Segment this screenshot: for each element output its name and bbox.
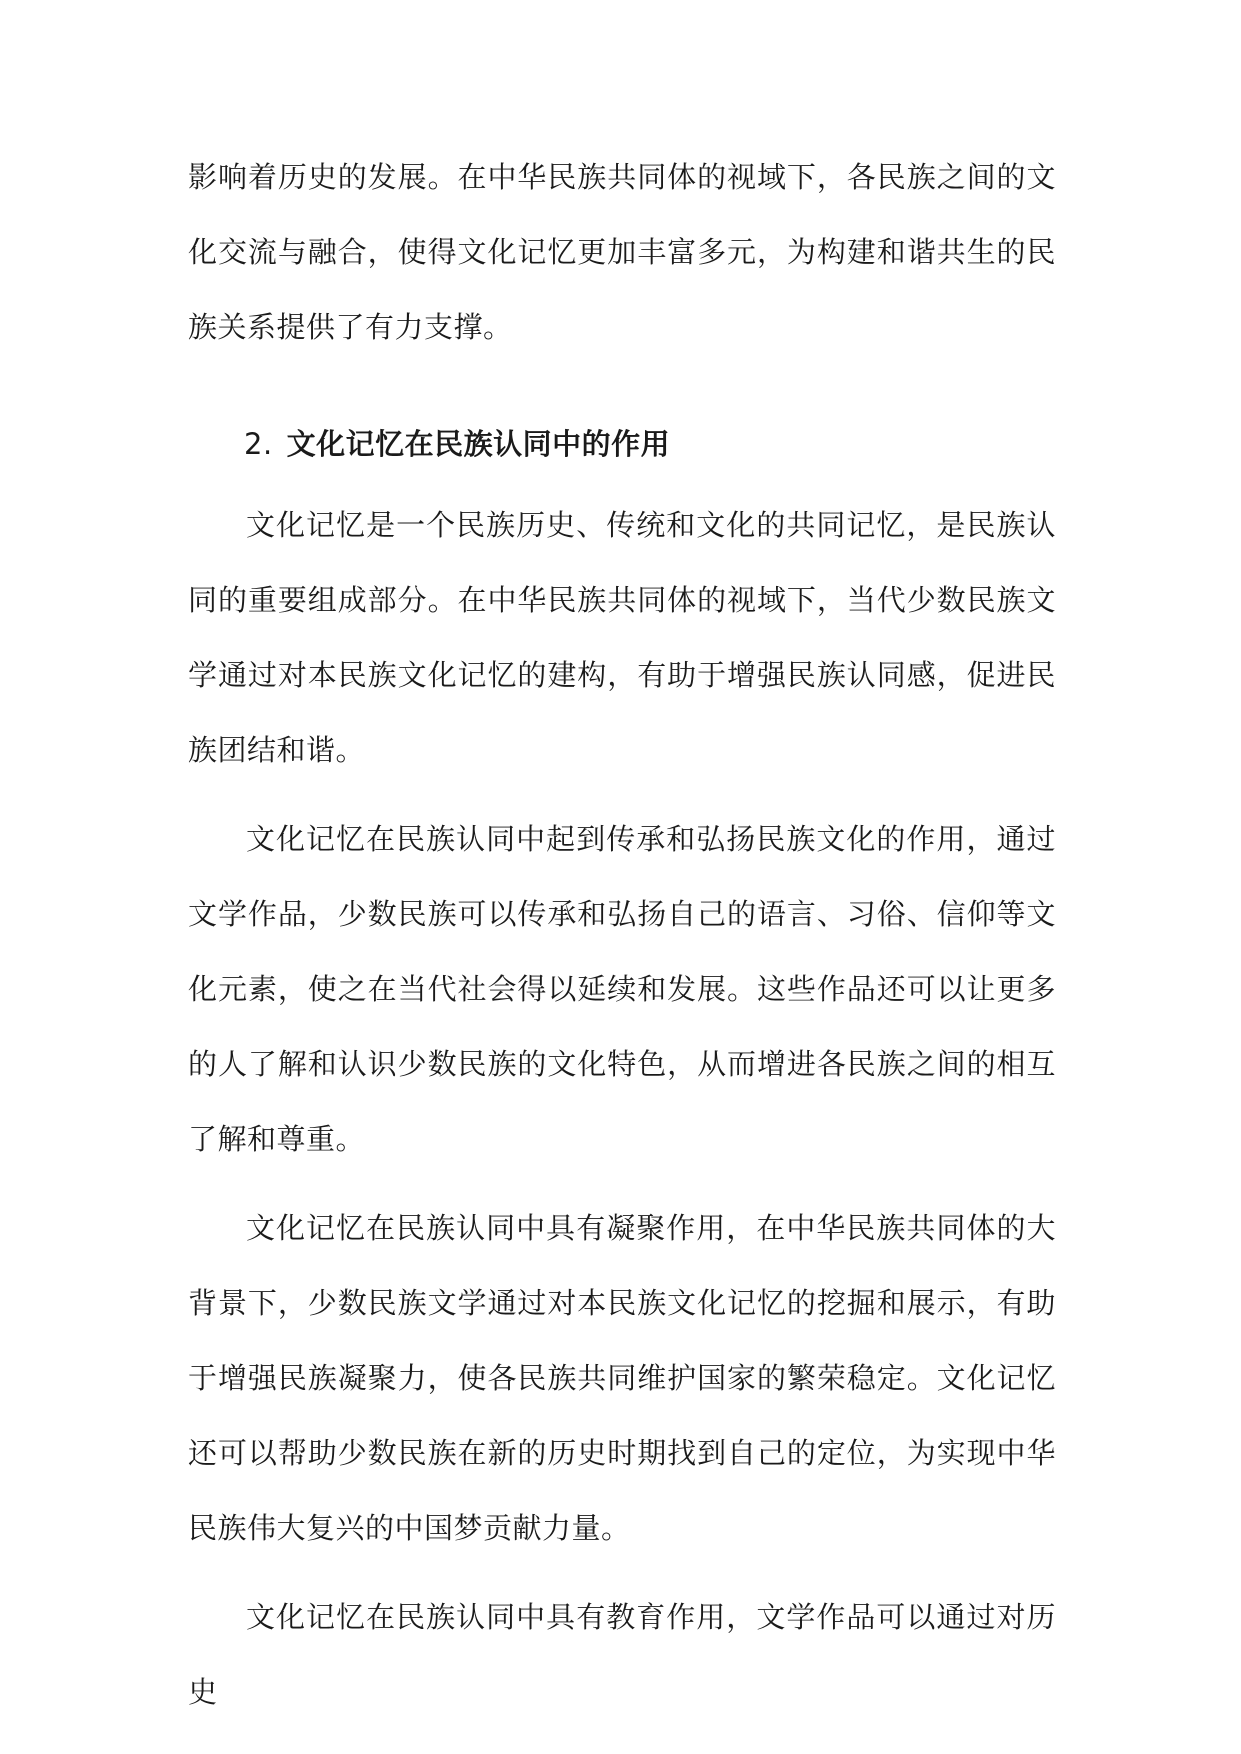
page-content: [188, 140, 1056, 1744]
section-heading: [188, 407, 1056, 482]
paragraph-4: 文化记忆在民族认同中具有教育作用，文学作品可以通过对历史: [188, 1600, 1056, 1709]
paragraph-1: 文化记忆是一个民族历史、传统和文化的共同记忆，是民族认同的重要组成部分。在中华民族共同体的视域下，当代少数民族文学通过对本民族文化记忆的建构，有助于增强民族认同感，促进民族团结和谐。: [188, 508, 1056, 767]
paragraph-3: 文化记忆在民族认同中具有凝聚作用，在中华民族共同体的大背景下，少数民族文学通过对本民族文化记忆的挖掘和展示，有助于增强民族凝聚力，使各民族共同维护国家的繁荣稳定。文化记忆还可以帮助少数民族在新的历史时期找到自己的定位，为实现中华民族伟大复兴的中国梦贡献力量。: [188, 1211, 1056, 1545]
section-title: 文化记忆在民族认同中的作用: [286, 427, 671, 461]
paragraph-continued: 影响着历史的发展。在中华民族共同体的视域下，各民族之间的文化交流与融合，使得文化记忆更加丰富多元，为构建和谐共生的民族关系提供了有力支撑。: [188, 160, 1056, 344]
section-number: 2.: [244, 427, 273, 461]
paragraph-2: 文化记忆在民族认同中起到传承和弘扬民族文化的作用，通过文学作品，少数民族可以传承和弘扬自己的语言、习俗、信仰等文化元素，使之在当代社会得以延续和发展。这些作品还可以让更多的人了解和认识少数民族的文化特色，从而增进各民族之间的相互了解和尊重。: [188, 822, 1056, 1156]
